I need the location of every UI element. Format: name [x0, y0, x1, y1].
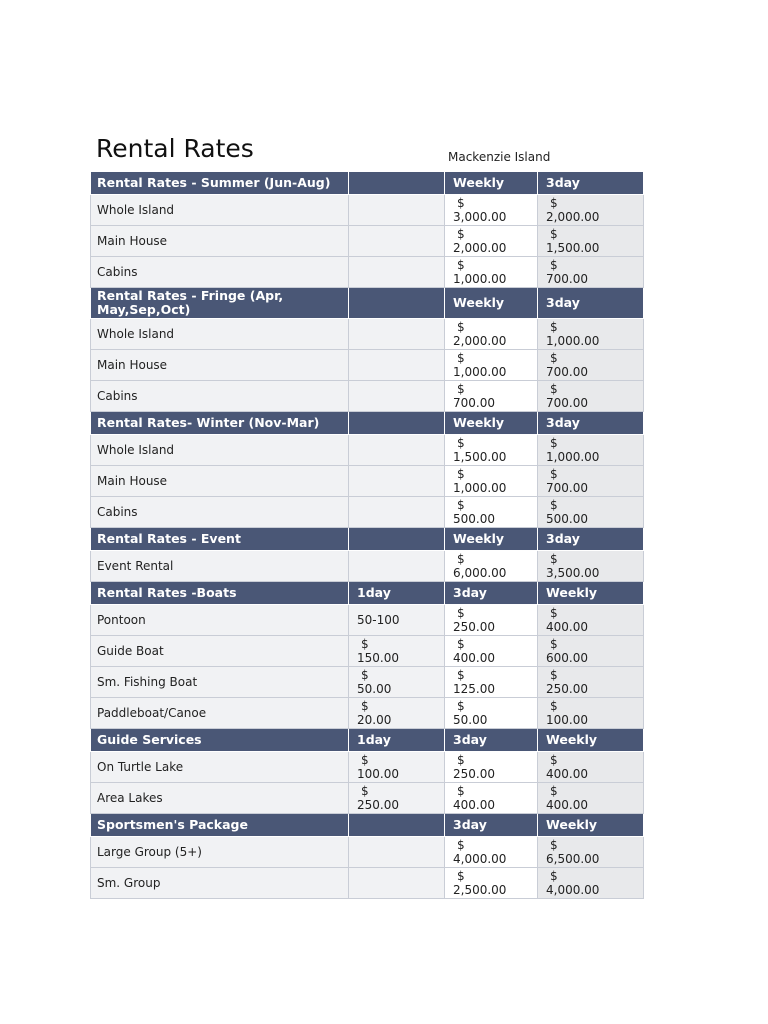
rate-price [538, 381, 644, 412]
rate-price [445, 226, 538, 257]
section-title: Guide Services [91, 729, 349, 752]
rate-price [445, 497, 538, 528]
currency-symbol: $ [550, 382, 558, 396]
currency-symbol: $ [457, 467, 465, 481]
rate-price [445, 435, 538, 466]
rate-price [538, 350, 644, 381]
rate-cell [349, 350, 445, 381]
rate-label: Sm. Group [91, 868, 349, 899]
currency-symbol: $ [457, 637, 465, 651]
rate-cell [349, 195, 445, 226]
rate-row [91, 667, 644, 698]
rate-price [538, 319, 644, 350]
column-header: 3day [445, 729, 538, 752]
location-name: Mackenzie Island [448, 150, 551, 164]
price-amount: 1,000.00 [453, 481, 507, 495]
currency-symbol: $ [550, 838, 558, 852]
rate-price [445, 319, 538, 350]
price-amount: 1,500.00 [546, 241, 600, 255]
rate-label: Whole Island [91, 195, 349, 226]
rate-row [91, 837, 644, 868]
price-amount: 6,500.00 [546, 852, 600, 866]
price-amount: 100.00 [357, 767, 399, 781]
column-header: 1day [349, 729, 445, 752]
price-amount: 2,000.00 [453, 334, 507, 348]
column-header [349, 528, 445, 551]
rate-price [538, 195, 644, 226]
section-header-row [91, 729, 644, 752]
section-header-row [91, 582, 644, 605]
currency-symbol: $ [457, 552, 465, 566]
currency-symbol: $ [457, 351, 465, 365]
rental-rates-table-body [91, 172, 644, 899]
rate-row [91, 319, 644, 350]
price-amount: 20.00 [357, 713, 392, 727]
currency-symbol: $ [361, 699, 369, 713]
column-header: Weekly [538, 729, 644, 752]
column-header: Weekly [445, 172, 538, 195]
currency-symbol: $ [457, 838, 465, 852]
column-header: 3day [538, 528, 644, 551]
column-header: 3day [538, 412, 644, 435]
rate-price [445, 605, 538, 636]
rate-price [445, 783, 538, 814]
price-amount: 700.00 [546, 396, 588, 410]
price-amount: 1,000.00 [453, 365, 507, 379]
price-amount: 400.00 [546, 620, 588, 634]
column-header: 3day [445, 582, 538, 605]
column-header: 3day [538, 172, 644, 195]
price-amount: 250.00 [453, 767, 495, 781]
price-amount: 400.00 [453, 651, 495, 665]
currency-symbol: $ [550, 699, 558, 713]
price-amount: 125.00 [453, 682, 495, 696]
rate-cell [349, 497, 445, 528]
rate-row [91, 350, 644, 381]
currency-symbol: $ [361, 753, 369, 767]
rate-label: Cabins [91, 381, 349, 412]
section-title: Rental Rates- Winter (Nov-Mar) [91, 412, 349, 435]
currency-symbol: $ [457, 498, 465, 512]
column-header: 1day [349, 582, 445, 605]
currency-symbol: $ [550, 498, 558, 512]
rate-label: Cabins [91, 497, 349, 528]
price-amount: 1,000.00 [546, 334, 600, 348]
rate-price [349, 752, 445, 783]
rate-price [445, 868, 538, 899]
currency-symbol: $ [550, 668, 558, 682]
currency-symbol: $ [361, 784, 369, 798]
rate-row [91, 752, 644, 783]
price-amount: 150.00 [357, 651, 399, 665]
rate-cell [349, 466, 445, 497]
rate-price [538, 698, 644, 729]
price-amount: 250.00 [453, 620, 495, 634]
section-title: Rental Rates - Event [91, 528, 349, 551]
page-title: Rental Rates [96, 134, 254, 163]
rate-label: Sm. Fishing Boat [91, 667, 349, 698]
currency-symbol: $ [361, 637, 369, 651]
currency-symbol: $ [550, 552, 558, 566]
rate-cell [349, 435, 445, 466]
price-amount: 1,500.00 [453, 450, 507, 464]
currency-symbol: $ [457, 668, 465, 682]
price-amount: 500.00 [546, 512, 588, 526]
rate-row [91, 551, 644, 582]
currency-symbol: $ [457, 258, 465, 272]
rate-price [538, 667, 644, 698]
section-header-row [91, 172, 644, 195]
currency-symbol: $ [457, 382, 465, 396]
column-header: Weekly [538, 814, 644, 837]
price-amount: 400.00 [546, 767, 588, 781]
rate-price [538, 752, 644, 783]
price-amount: 700.00 [453, 396, 495, 410]
rate-label: Main House [91, 226, 349, 257]
column-header [349, 412, 445, 435]
rate-price [445, 381, 538, 412]
price-amount: 4,000.00 [546, 883, 600, 897]
price-amount: 50.00 [453, 713, 488, 727]
column-header [349, 172, 445, 195]
section-title: Rental Rates - Summer (Jun-Aug) [91, 172, 349, 195]
rate-row [91, 698, 644, 729]
price-amount: 2,500.00 [453, 883, 507, 897]
rental-rates-table [90, 171, 644, 899]
rate-label: Cabins [91, 257, 349, 288]
rate-price [445, 837, 538, 868]
currency-symbol: $ [550, 436, 558, 450]
column-header: Weekly [445, 528, 538, 551]
currency-symbol: $ [550, 258, 558, 272]
price-amount: 700.00 [546, 272, 588, 286]
price-amount: 1,000.00 [453, 272, 507, 286]
price-amount: 2,000.00 [453, 241, 507, 255]
rate-price [538, 605, 644, 636]
rate-price [538, 435, 644, 466]
rate-row [91, 783, 644, 814]
rate-cell [349, 319, 445, 350]
currency-symbol: $ [550, 351, 558, 365]
currency-symbol: $ [550, 196, 558, 210]
price-amount: 3,500.00 [546, 566, 600, 580]
rate-price [445, 636, 538, 667]
price-amount: 250.00 [546, 682, 588, 696]
price-amount: 50.00 [357, 682, 392, 696]
rate-row [91, 381, 644, 412]
currency-symbol: $ [361, 668, 369, 682]
section-header-row [91, 528, 644, 551]
rate-price [538, 226, 644, 257]
rate-row [91, 195, 644, 226]
rate-row [91, 868, 644, 899]
rate-price [349, 783, 445, 814]
section-title: Rental Rates - Fringe (Apr, May,Sep,Oct) [91, 288, 349, 319]
rate-price [538, 257, 644, 288]
rate-label: Main House [91, 466, 349, 497]
column-header: 3day [538, 288, 644, 319]
price-amount: 500.00 [453, 512, 495, 526]
price-amount: 250.00 [357, 798, 399, 812]
rate-row [91, 605, 644, 636]
section-header-row [91, 412, 644, 435]
rate-price [538, 551, 644, 582]
price-amount: 600.00 [546, 651, 588, 665]
currency-symbol: $ [550, 869, 558, 883]
rate-price [445, 350, 538, 381]
column-header [349, 288, 445, 319]
rate-label: Whole Island [91, 319, 349, 350]
rate-label: Event Rental [91, 551, 349, 582]
rate-price [445, 466, 538, 497]
currency-symbol: $ [550, 784, 558, 798]
column-header: 3day [445, 814, 538, 837]
currency-symbol: $ [457, 869, 465, 883]
currency-symbol: $ [457, 606, 465, 620]
rate-label: Pontoon [91, 605, 349, 636]
rate-price [538, 837, 644, 868]
rate-price [445, 257, 538, 288]
rate-price [445, 551, 538, 582]
rate-row [91, 497, 644, 528]
currency-symbol: $ [550, 320, 558, 334]
price-amount: 700.00 [546, 365, 588, 379]
price-amount: 3,000.00 [453, 210, 507, 224]
section-title: Rental Rates -Boats [91, 582, 349, 605]
price-amount: 400.00 [453, 798, 495, 812]
currency-symbol: $ [550, 637, 558, 651]
currency-symbol: $ [457, 320, 465, 334]
rate-row [91, 226, 644, 257]
rate-row [91, 636, 644, 667]
currency-symbol: $ [457, 436, 465, 450]
currency-symbol: $ [457, 196, 465, 210]
rate-price [445, 698, 538, 729]
currency-symbol: $ [550, 753, 558, 767]
rate-price [349, 667, 445, 698]
price-amount: 100.00 [546, 713, 588, 727]
rate-price [349, 636, 445, 667]
rate-label: Large Group (5+) [91, 837, 349, 868]
rate-row [91, 466, 644, 497]
rate-label: Whole Island [91, 435, 349, 466]
price-amount: 1,000.00 [546, 450, 600, 464]
currency-symbol: $ [457, 227, 465, 241]
rate-label: On Turtle Lake [91, 752, 349, 783]
rate-cell [349, 226, 445, 257]
column-header [349, 814, 445, 837]
rate-price [349, 698, 445, 729]
rate-label: Guide Boat [91, 636, 349, 667]
currency-symbol: $ [457, 699, 465, 713]
rate-price [538, 466, 644, 497]
rate-cell [349, 868, 445, 899]
rate-price [538, 636, 644, 667]
rate-cell [349, 257, 445, 288]
rate-cell [349, 551, 445, 582]
rate-cell [349, 381, 445, 412]
currency-symbol: $ [457, 753, 465, 767]
rate-price [538, 497, 644, 528]
section-title: Sportsmen's Package [91, 814, 349, 837]
price-amount: 4,000.00 [453, 852, 507, 866]
rate-row [91, 257, 644, 288]
section-header-row [91, 814, 644, 837]
column-header: Weekly [445, 288, 538, 319]
price-amount: 400.00 [546, 798, 588, 812]
price-amount: 6,000.00 [453, 566, 507, 580]
currency-symbol: $ [457, 784, 465, 798]
currency-symbol: $ [550, 606, 558, 620]
rate-price [538, 868, 644, 899]
price-amount: 2,000.00 [546, 210, 600, 224]
rate-row [91, 435, 644, 466]
rate-label: Main House [91, 350, 349, 381]
rate-price [445, 667, 538, 698]
rate-price [445, 195, 538, 226]
rate-price [538, 783, 644, 814]
column-header: Weekly [445, 412, 538, 435]
rate-cell: 50-100 [349, 605, 445, 636]
rate-label: Area Lakes [91, 783, 349, 814]
currency-symbol: $ [550, 227, 558, 241]
rate-label: Paddleboat/Canoe [91, 698, 349, 729]
column-header: Weekly [538, 582, 644, 605]
section-header-row [91, 288, 644, 319]
price-amount: 700.00 [546, 481, 588, 495]
rate-cell [349, 837, 445, 868]
currency-symbol: $ [550, 467, 558, 481]
rate-price [445, 752, 538, 783]
